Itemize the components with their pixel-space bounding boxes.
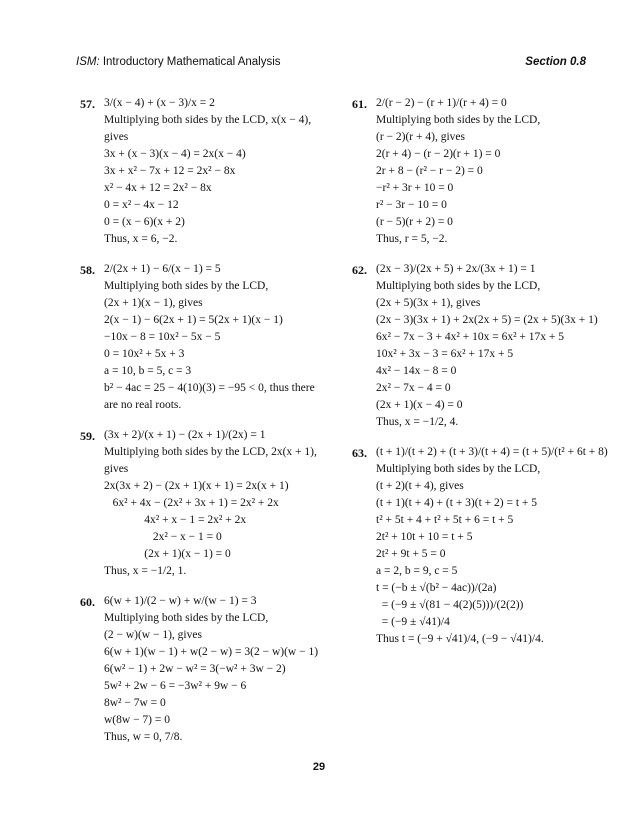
solution-line: Thus t = (−9 + √41)/4, (−9 − √41)/4. — [376, 633, 544, 645]
solution-line: 3x + (x − 3)(x − 4) = 2x(x − 4) — [104, 148, 246, 160]
solution-line: Thus, r = 5, −2. — [376, 233, 448, 245]
solution-line: (2x − 3)/(2x + 5) + 2x/(3x + 1) = 1 — [376, 263, 536, 275]
solution-line: −r² + 3r + 10 = 0 — [376, 182, 454, 194]
solution-line: (2x + 1)(x − 1) = 0 — [104, 548, 231, 560]
solution-line: 6(w + 1)/(2 − w) + w/(w − 1) = 3 — [104, 595, 257, 607]
solution-line: 2t² + 10t + 10 = t + 5 — [376, 531, 473, 543]
solution-line: x² − 4x + 12 = 2x² − 8x — [104, 182, 212, 194]
solution-line: b² − 4ac = 25 − 4(10)(3) = −95 < 0, thus there — [104, 382, 315, 394]
solution-line: (2x + 5)(3x + 1), gives — [376, 297, 481, 309]
solution-line: 2x² − 7x − 4 = 0 — [376, 382, 451, 394]
solution-line: Thus, x = 6, −2. — [104, 233, 178, 245]
problem — [352, 446, 612, 647]
solution-line: −10x − 8 = 10x² − 5x − 5 — [104, 331, 221, 343]
solution-body — [104, 595, 340, 745]
solution-body — [376, 97, 612, 247]
problem-number: 61. — [352, 97, 367, 111]
solution-line: r² − 3r − 10 = 0 — [376, 199, 447, 211]
solution-line: (t + 1)/(t + 2) + (t + 3)/(t + 4) = (t + 5)/(t² + 6t + 8) — [376, 446, 608, 458]
problem-number: 59. — [80, 429, 95, 443]
solution-body — [104, 263, 340, 413]
problem — [352, 97, 612, 247]
running-header-title — [76, 56, 281, 68]
solution-line: (r − 2)(r + 4), gives — [376, 131, 465, 143]
section-label: Section 0.8 — [525, 56, 586, 68]
solution-line: Multiplying both sides by the LCD, — [104, 612, 269, 624]
solution-line: 0 = (x − 6)(x + 2) — [104, 216, 185, 228]
solution-line: 2/(r − 2) − (r + 1)/(r + 4) = 0 — [376, 97, 507, 109]
solution-line: (3x + 2)/(x + 1) − (2x + 1)/(2x) = 1 — [104, 429, 266, 441]
problem — [80, 263, 340, 413]
solution-line: Thus, w = 0, 7/8. — [104, 731, 183, 743]
solution-line: t² + 5t + 4 + t² + 5t + 6 = t + 5 — [376, 514, 514, 526]
solution-line: 2r + 8 − (r² − r − 2) = 0 — [376, 165, 483, 177]
left-column — [80, 94, 340, 761]
solution-line: a = 10, b = 5, c = 3 — [104, 365, 192, 377]
book-title: Introductory Mathematical Analysis — [102, 56, 281, 68]
solution-line: Multiplying both sides by the LCD, — [376, 280, 541, 292]
solution-line: 3/(x − 4) + (x − 3)/x = 2 — [104, 97, 215, 109]
solution-line: 5w² + 2w − 6 = −3w² + 9w − 6 — [104, 680, 247, 692]
solution-line: 8w² − 7w = 0 — [104, 697, 166, 709]
page-number: 29 — [312, 761, 326, 773]
solution-line: 10x² + 3x − 3 = 6x² + 17x + 5 — [376, 348, 514, 360]
solution-line: 2t² + 9t + 5 = 0 — [376, 548, 446, 560]
problem — [80, 429, 340, 579]
solution-line: (t + 2)(t + 4), gives — [376, 480, 464, 492]
solution-line: (2x + 1)(x − 4) = 0 — [376, 399, 463, 411]
book-abbrev: ISM: — [76, 56, 100, 68]
solution-line: gives — [104, 131, 129, 143]
solution-line: 6(w² − 1) + 2w − w² = 3(−w² + 3w − 2) — [104, 663, 286, 675]
solution-line: 6x² − 7x − 3 + 4x² + 10x = 6x² + 17x + 5 — [376, 331, 564, 343]
solution-body — [104, 97, 340, 247]
solution-line: a = 2, b = 9, c = 5 — [376, 565, 458, 577]
problem — [352, 263, 612, 430]
solution-line: (r − 5)(r + 2) = 0 — [376, 216, 453, 228]
solution-line: 6(w + 1)(w − 1) + w(2 − w) = 3(2 − w)(w − 1) — [104, 646, 319, 658]
problem-number: 62. — [352, 263, 367, 277]
solution-line: (2 − w)(w − 1), gives — [104, 629, 202, 641]
problem — [80, 97, 340, 247]
solution-line: 2x(3x + 2) − (2x + 1)(x + 1) = 2x(x + 1) — [104, 480, 289, 492]
solution-line: are no real roots. — [104, 399, 182, 411]
solution-line: Multiplying both sides by the LCD, x(x − 4), — [104, 114, 312, 126]
solution-line: 4x² + x − 1 = 2x² + 2x — [104, 514, 247, 526]
solution-line: Thus, x = −1/2, 4. — [376, 416, 459, 428]
solution-line: (2x + 1)(x − 1), gives — [104, 297, 203, 309]
solution-line: = (−9 ± √41)/4 — [376, 616, 450, 628]
solution-line: 0 = 10x² + 5x + 3 — [104, 348, 185, 360]
solution-line: 6x² + 4x − (2x² + 3x + 1) = 2x² + 2x — [104, 497, 279, 509]
solution-line: Multiplying both sides by the LCD, — [376, 463, 541, 475]
solution-line: w(8w − 7) = 0 — [104, 714, 170, 726]
solution-line: 0 = x² − 4x − 12 — [104, 199, 179, 211]
solution-body — [376, 446, 612, 647]
solution-line: 2(r + 4) − (r − 2)(r + 1) = 0 — [376, 148, 501, 160]
solution-line: Multiplying both sides by the LCD, — [104, 280, 269, 292]
solution-line: = (−9 ± √(81 − 4(2)(5)))/(2(2)) — [376, 599, 524, 611]
solution-line: 2x² − x − 1 = 0 — [104, 531, 222, 543]
solution-line: t = (−b ± √(b² − 4ac))/(2a) — [376, 582, 497, 594]
solution-line: Thus, x = −1/2, 1. — [104, 565, 187, 577]
problem — [80, 595, 340, 745]
problem-number: 58. — [80, 263, 95, 277]
solution-line: 2/(2x + 1) − 6/(x − 1) = 5 — [104, 263, 221, 275]
solution-line: (t + 1)(t + 4) + (t + 3)(t + 2) = t + 5 — [376, 497, 538, 509]
solution-line: (2x − 3)(3x + 1) + 2x(2x + 5) = (2x + 5)(3x + 1) — [376, 314, 598, 326]
solution-line: Multiplying both sides by the LCD, 2x(x + 1), — [104, 446, 317, 458]
solution-line: gives — [104, 463, 129, 475]
right-column — [352, 94, 612, 663]
solution-body — [376, 263, 612, 430]
solution-line: Multiplying both sides by the LCD, — [376, 114, 541, 126]
problem-number: 60. — [80, 595, 95, 609]
problem-number: 57. — [80, 97, 95, 111]
solution-body — [104, 429, 340, 579]
problem-number: 63. — [352, 446, 367, 460]
solution-line: 3x + x² − 7x + 12 = 2x² − 8x — [104, 165, 236, 177]
solution-line: 2(x − 1) − 6(2x + 1) = 5(2x + 1)(x − 1) — [104, 314, 283, 326]
solution-line: 4x² − 14x − 8 = 0 — [376, 365, 457, 377]
